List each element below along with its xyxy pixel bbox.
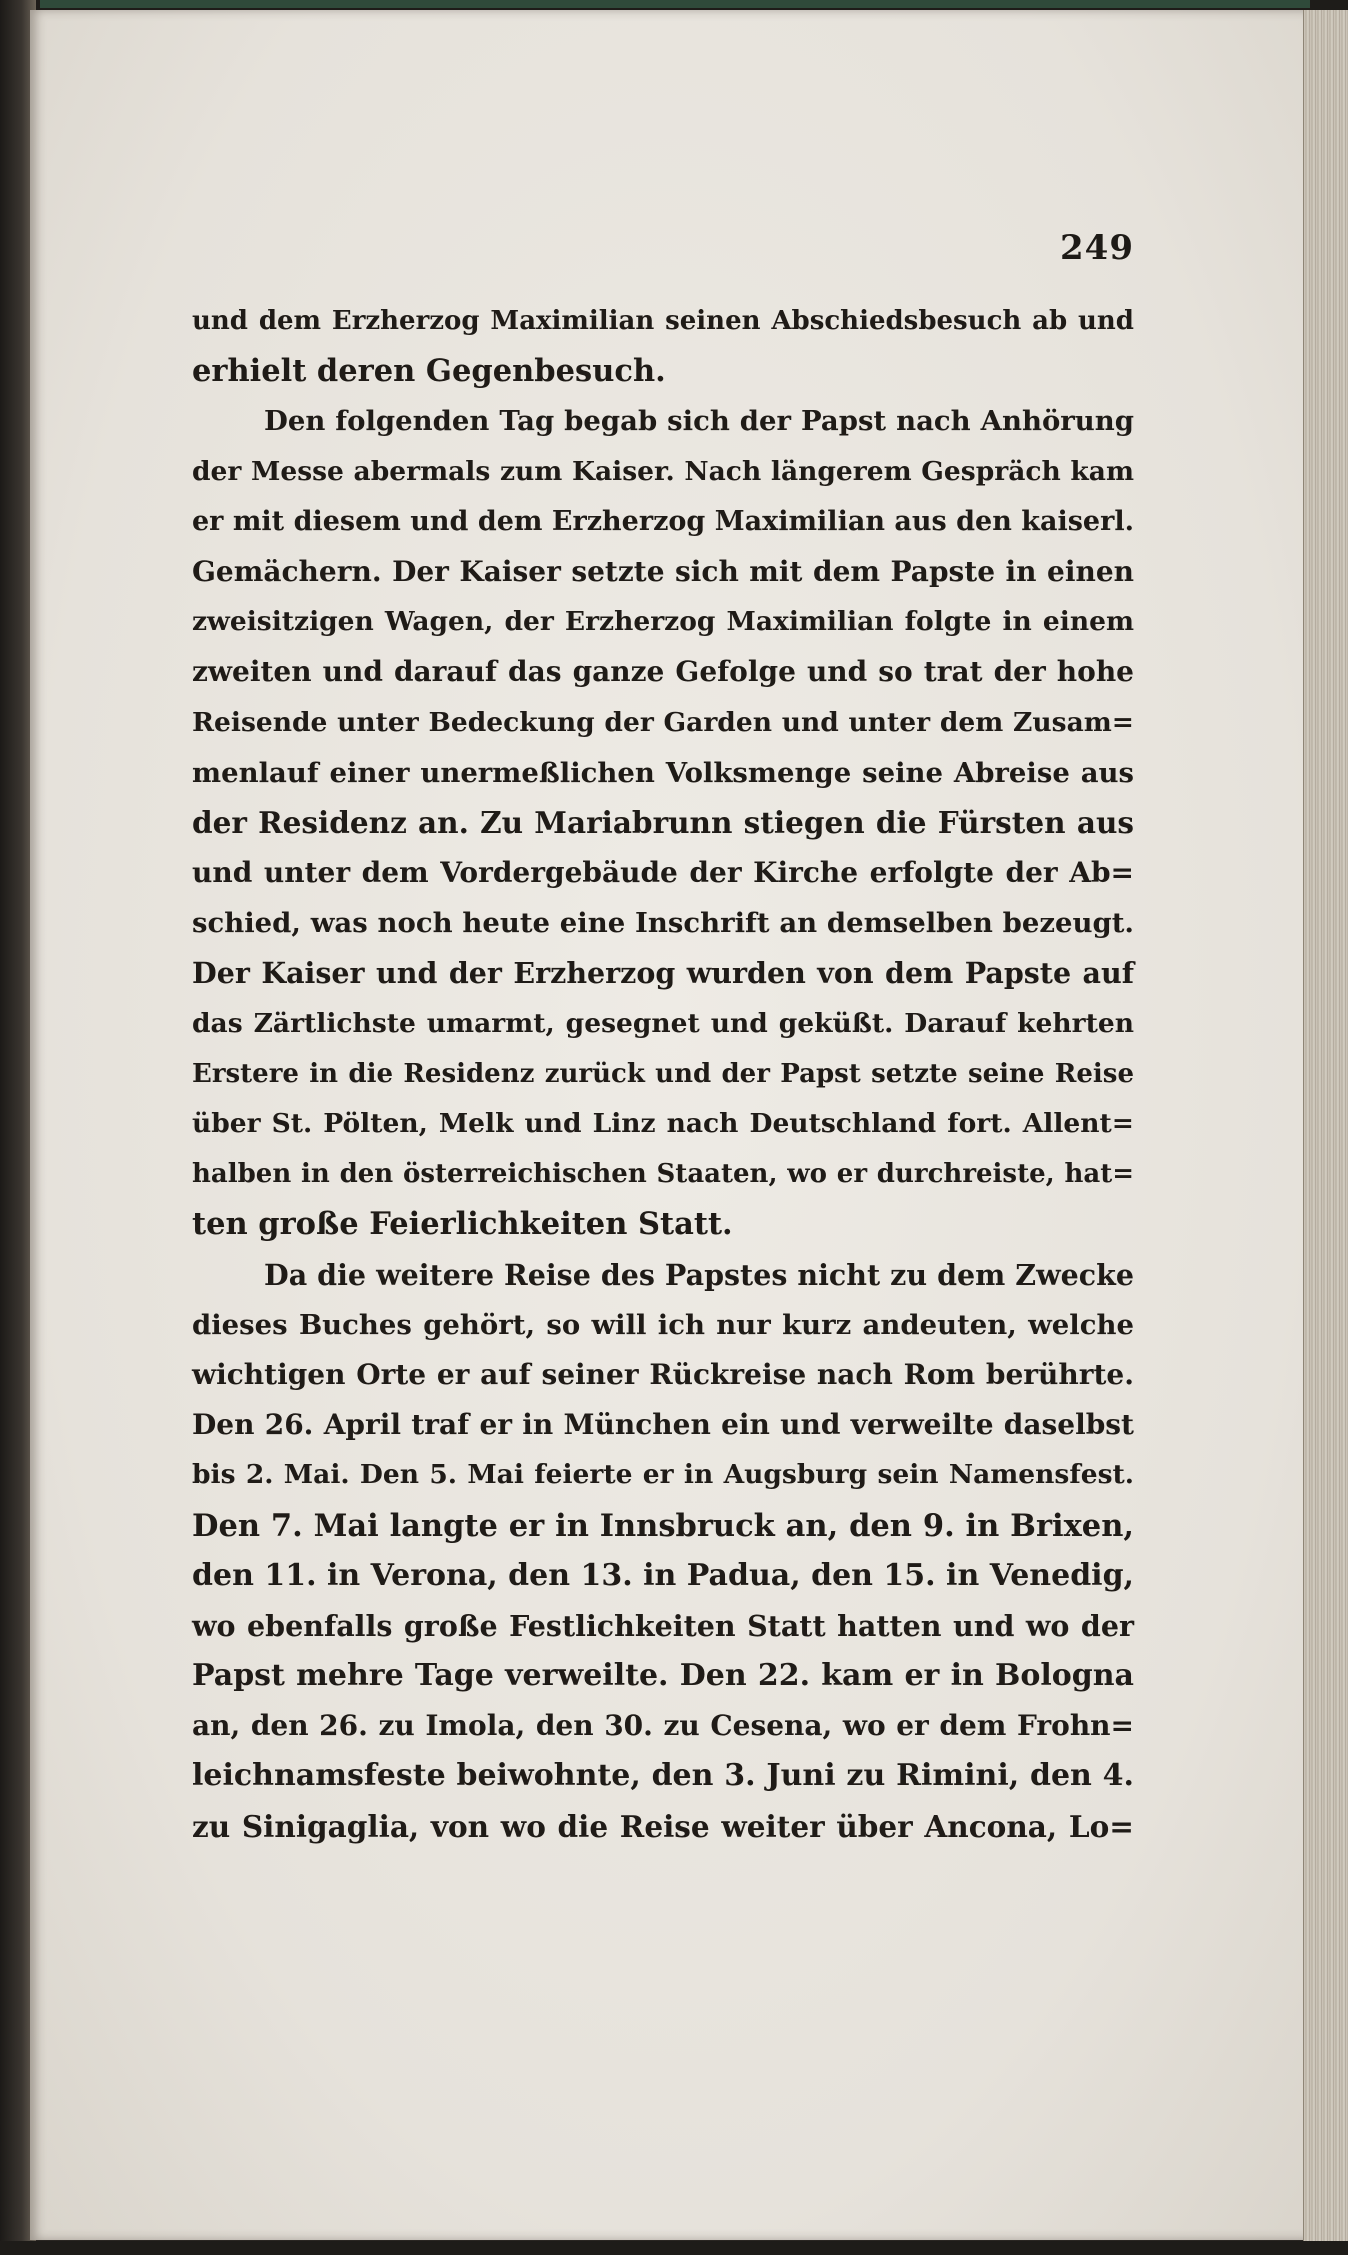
text-line: Den folgenden Tag begab sich der Papst nach Anhörung — [264, 405, 1134, 438]
text-line: Der Kaiser und der Erzherzog wurden von dem Papste auf — [192, 956, 1134, 991]
body-text — [192, 296, 1134, 1852]
page-stack-edge — [1303, 10, 1348, 2245]
text-line: der Messe abermals zum Kaiser. Nach längerem Gespräch kam — [192, 455, 1134, 487]
text-line: Papst mehre Tage verweilte. Den 22. kam er in Bologna — [192, 1658, 1134, 1694]
text-line: wo ebenfalls große Festlichkeiten Statt hatten und wo der — [192, 1608, 1134, 1643]
text-line: menlauf einer unermeßlichen Volksmenge seine Abreise aus — [192, 756, 1134, 789]
text-line: leichnamsfeste beiwohnte, den 3. Juni zu Rimini, den 4. — [192, 1758, 1134, 1794]
text-line: schied, was noch heute eine Inschrift an demselben bezeugt. — [192, 907, 1134, 940]
cover-edge — [40, 0, 1310, 8]
text-line: Reisende unter Bedeckung der Garden und unter dem Zusam= — [192, 706, 1134, 738]
bottom-edge — [0, 2241, 1348, 2255]
text-line: erhielt deren Gegenbesuch. — [192, 353, 666, 390]
text-line: bis 2. Mai. Den 5. Mai feierte er in Augsburg sein Namensfest. — [192, 1459, 1134, 1491]
text-line: und dem Erzherzog Maximilian seinen Abschiedsbesuch ab und — [192, 306, 1134, 336]
text-line: Erstere in die Residenz zurück und der Papst setzte seine Reise — [192, 1058, 1134, 1089]
text-line: Da die weitere Reise des Papstes nicht zu dem Zwecke — [264, 1257, 1134, 1292]
text-line: über St. Pölten, Melk und Linz nach Deutschland fort. Allent= — [192, 1108, 1134, 1139]
text-line: dieses Buches gehört, so will ich nur kurz andeuten, welche — [192, 1308, 1134, 1341]
text-line: wichtigen Orte er auf seiner Rückreise nach Rom berührte. — [192, 1357, 1134, 1391]
text-line: Den 7. Mai langte er in Innsbruck an, den 9. in Brixen, — [192, 1507, 1134, 1544]
text-line: und unter dem Vordergebäude der Kirche erfolgte der Ab= — [192, 856, 1134, 890]
text-line: ten große Feierlichkeiten Statt. — [192, 1206, 733, 1243]
text-line: der Residenz an. Zu Mariabrunn stiegen die Fürsten aus — [192, 804, 1134, 840]
text-line: Gemächern. Der Kaiser setzte sich mit dem Papste in einen — [192, 554, 1134, 588]
page-number: 249 — [1060, 228, 1134, 268]
text-line: den 11. in Verona, den 13. in Padua, den 15. in Venedig, — [192, 1557, 1134, 1593]
text-line: zweisitzigen Wagen, der Erzherzog Maximilian folgte in einem — [192, 606, 1134, 638]
text-line: das Zärtlichste umarmt, gesegnet und geküßt. Darauf kehrten — [192, 1007, 1134, 1039]
text-line: halben in den österreichischen Staaten, wo er durchreiste, hat= — [192, 1159, 1134, 1190]
text-line: er mit diesem und dem Erzherzog Maximilian aus den kaiserl. — [192, 505, 1134, 537]
text-line: zu Sinigaglia, von wo die Reise weiter über Ancona, Lo= — [192, 1808, 1134, 1844]
text-line: an, den 26. zu Imola, den 30. zu Cesena, wo er dem Frohn= — [192, 1709, 1134, 1743]
text-line: Den 26. April traf er in München ein und verweilte daselbst — [192, 1408, 1134, 1442]
text-line: zweiten und darauf das ganze Gefolge und so trat der hohe — [192, 655, 1134, 689]
